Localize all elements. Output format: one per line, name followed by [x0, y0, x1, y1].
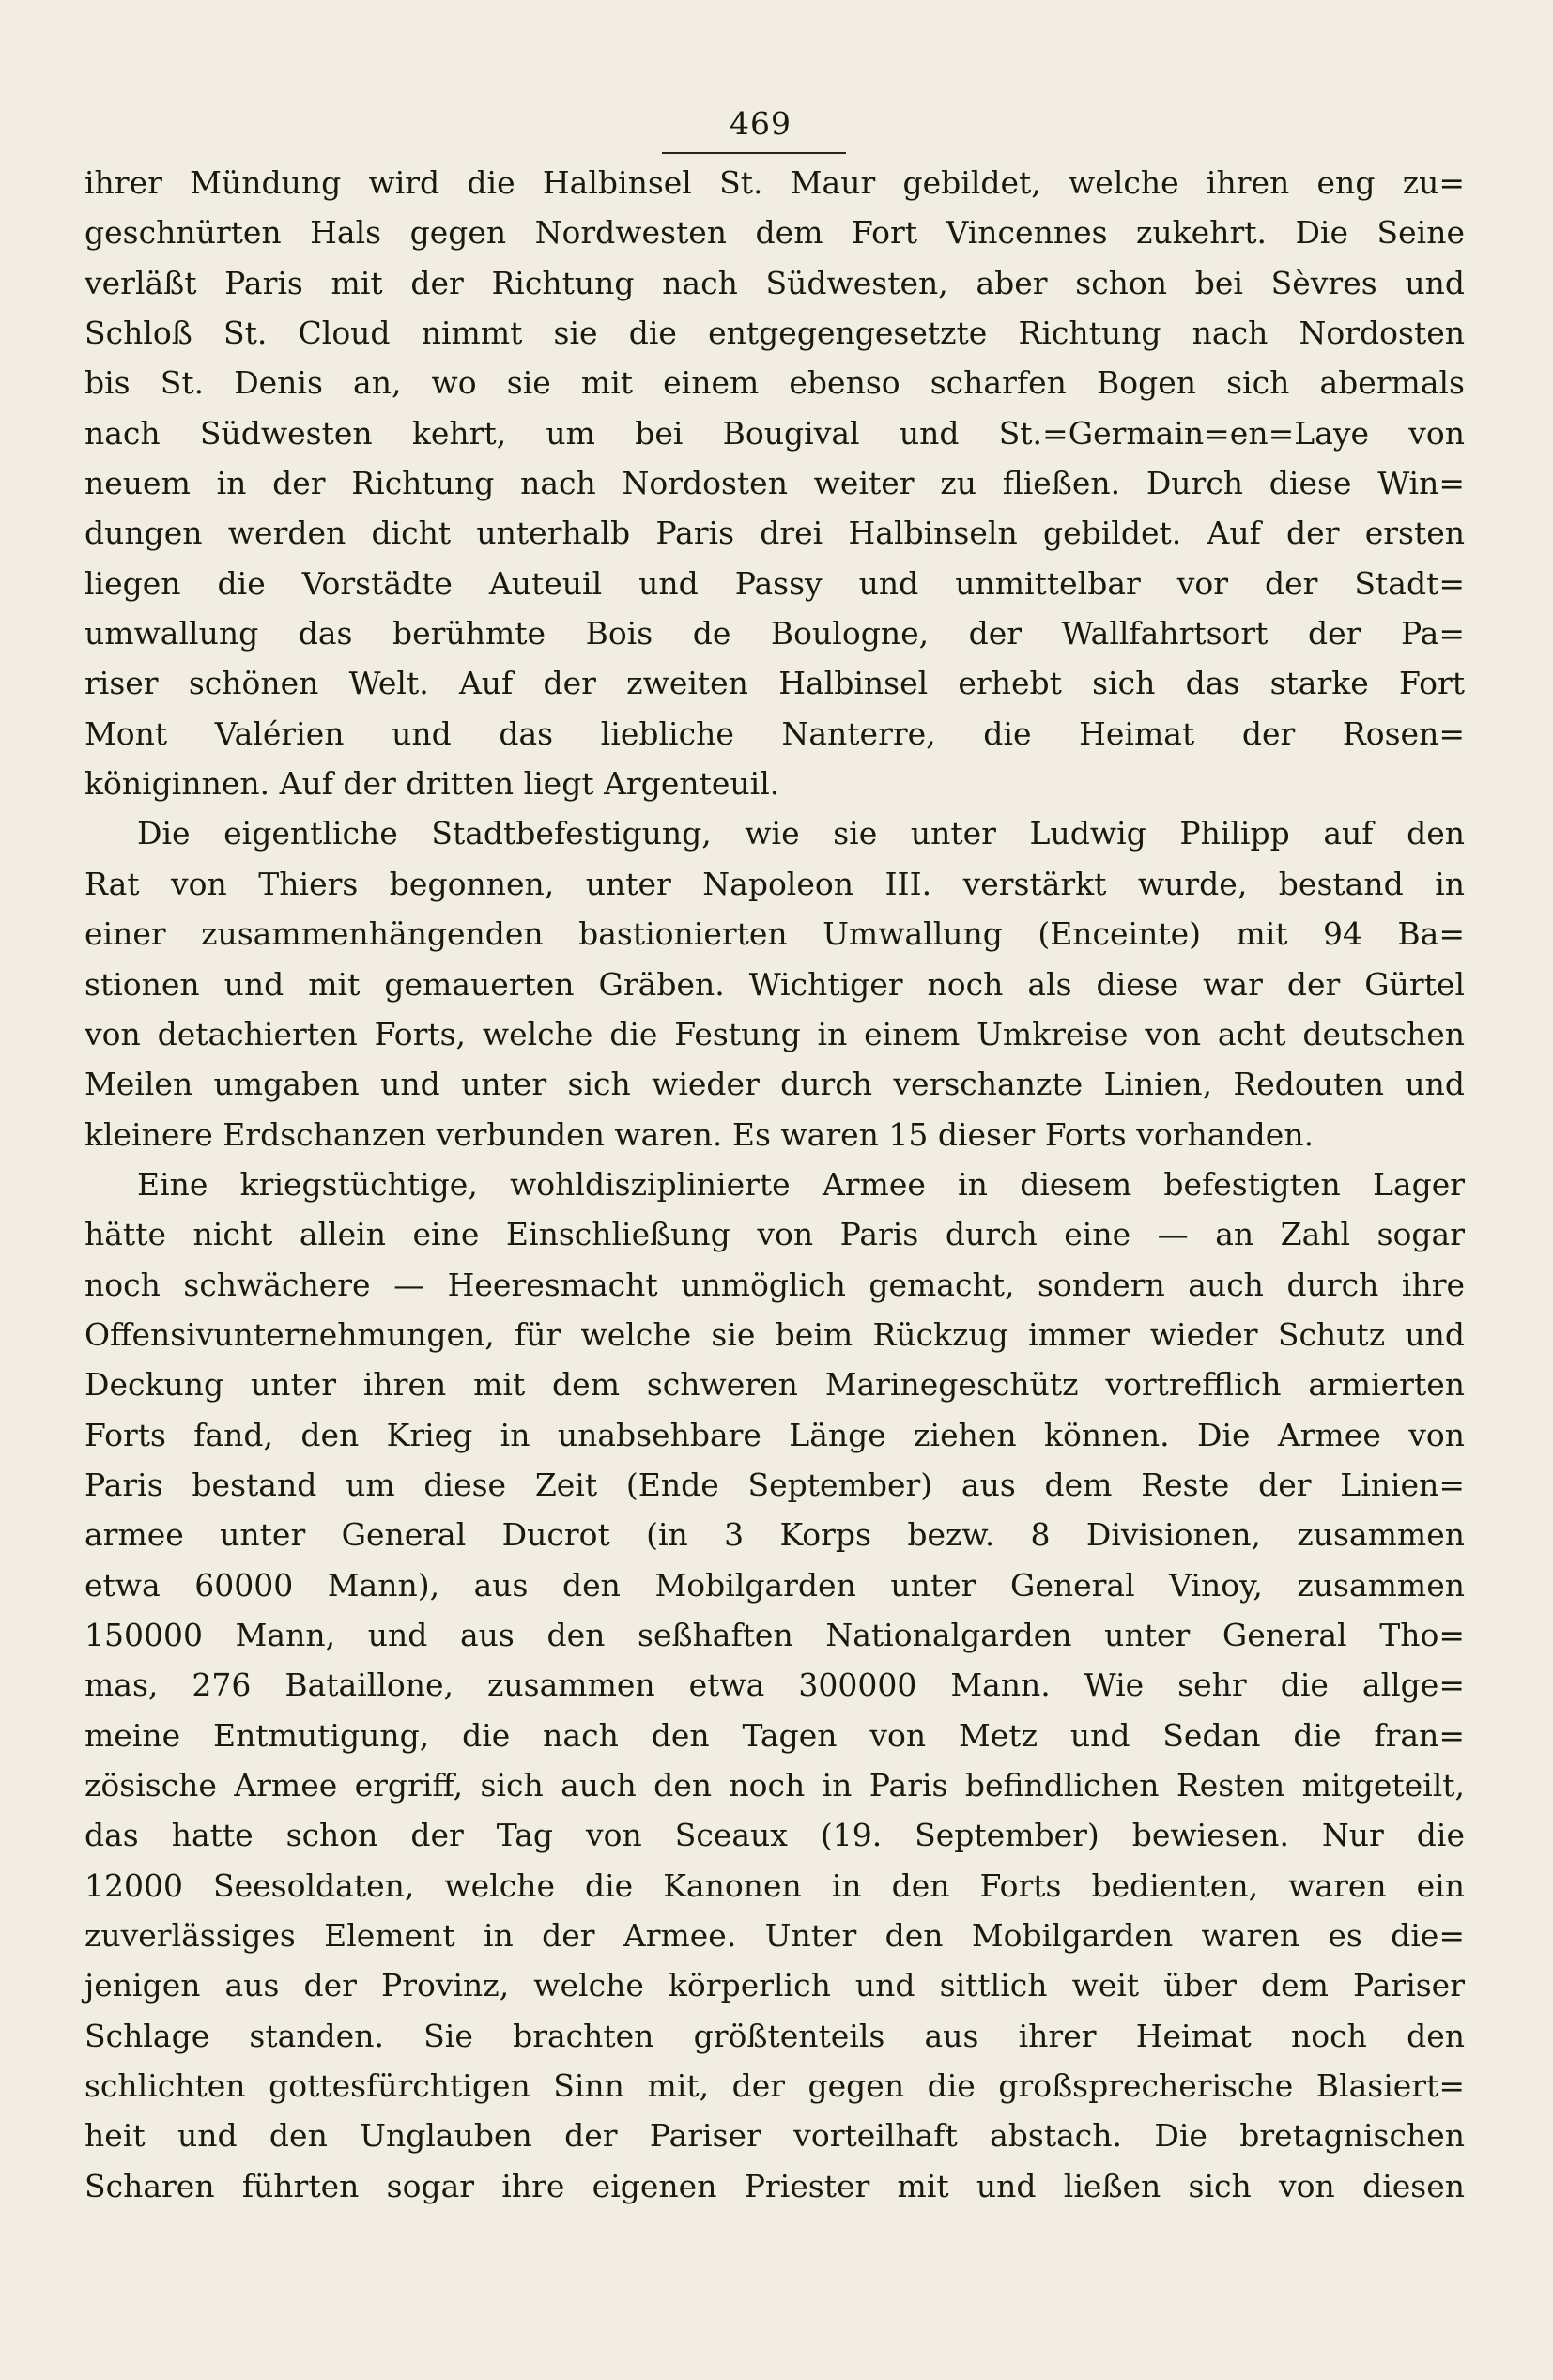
text-line: neuem in der Richtung nach Nordosten weiter zu fließen. Durch diese Win= — [85, 465, 1465, 502]
text-line: Meilen umgaben und unter sich wieder durch verschanzte Linien, Redouten und — [85, 1066, 1465, 1103]
text-line: 150000 Mann, und aus den seßhaften Nationalgarden unter General Tho= — [85, 1616, 1465, 1653]
text-line: armee unter General Ducrot (in 3 Korps bezw. 8 Divisionen, zusammen — [85, 1516, 1465, 1554]
text-line: Forts fand, den Krieg in unabsehbare Länge ziehen können. Die Armee von — [85, 1416, 1465, 1453]
text-line: zuverlässiges Element in der Armee. Unter den Mobilgarden waren es die= — [85, 1917, 1465, 1955]
text-line: riser schönen Welt. Auf der zweiten Halbinsel erhebt sich das starke Fort — [85, 665, 1465, 702]
text-line: königinnen. Auf der dritten liegt Argenteuil. — [85, 765, 780, 803]
text-line: Eine kriegstüchtige, wohldisziplinierte Armee in diesem befestigten Lager — [137, 1165, 1465, 1203]
text-line: Offensivunternehmungen, für welche sie beim Rückzug immer wieder Schutz und — [85, 1315, 1465, 1353]
text-line: Deckung unter ihren mit dem schweren Marinegeschütz vortrefflich armierten — [85, 1366, 1465, 1404]
text-line: mas, 276 Bataillone, zusammen etwa 300000 Mann. Wie sehr die allge= — [85, 1666, 1465, 1704]
text-line: meine Entmutigung, die nach den Tagen von Metz und Sedan die fran= — [85, 1716, 1465, 1754]
text-line: das hatte schon der Tag von Sceaux (19. September) bewiesen. Nur die — [85, 1817, 1465, 1854]
text-line: ihrer Mündung wird die Halbinsel St. Maur gebildet, welche ihren eng zu= — [85, 164, 1465, 201]
body-text — [85, 158, 1465, 2211]
text-line: Rat von Thiers begonnen, unter Napoleon III. verstärkt wurde, bestand in — [85, 865, 1465, 902]
text-line: liegen die Vorstädte Auteuil und Passy und unmittelbar vor der Stadt= — [85, 564, 1465, 602]
text-line: zösische Armee ergriff, sich auch den noch in Paris befindlichen Resten mitgeteilt, — [85, 1767, 1465, 1804]
text-line: Mont Valérien und das liebliche Nanterre, die Heimat der Rosen= — [85, 714, 1465, 752]
text-line: Die eigentliche Stadtbefestigung, wie sie unter Ludwig Philipp auf den — [137, 815, 1465, 852]
text-line: von detachierten Forts, welche die Festung in einem Umkreise von acht deutschen — [85, 1015, 1465, 1052]
page-number: 469 — [730, 105, 792, 142]
text-line: verläßt Paris mit der Richtung nach Südwesten, aber schon bei Sèvres und — [85, 264, 1465, 301]
text-line: etwa 60000 Mann), aus den Mobilgarden unter General Vinoy, zusammen — [85, 1566, 1465, 1604]
text-line: nach Südwesten kehrt, um bei Bougival und St.=Germain=en=Laye von — [85, 414, 1465, 452]
text-line: 12000 Seesoldaten, welche die Kanonen in den Forts bedienten, waren ein — [85, 1866, 1465, 1904]
text-line: noch schwächere — Heeresmacht unmöglich gemacht, sondern auch durch ihre — [85, 1266, 1465, 1303]
text-line: Schlage standen. Sie brachten größtenteils aus ihrer Heimat noch den — [85, 2017, 1465, 2054]
text-line: Scharen führten sogar ihre eigenen Priester mit und ließen sich von diesen — [85, 2167, 1465, 2204]
text-line: hätte nicht allein eine Einschließung von Paris durch eine — an Zahl sogar — [85, 1216, 1465, 1253]
text-line: Schloß St. Cloud nimmt sie die entgegengesetzte Richtung nach Nordosten — [85, 315, 1465, 352]
text-line: bis St. Denis an, wo sie mit einem ebenso scharfen Bogen sich abermals — [85, 364, 1465, 402]
text-line: umwallung das berühmte Bois de Boulogne, der Wallfahrtsort der Pa= — [85, 615, 1465, 653]
text-line: kleinere Erdschanzen verbunden waren. Es waren 15 dieser Forts vorhanden. — [85, 1115, 1315, 1153]
text-line: schlichten gottesfürchtigen Sinn mit, der gegen die großsprecherische Blasiert= — [85, 2067, 1465, 2105]
text-line: stionen und mit gemauerten Gräben. Wichtiger noch als diese war der Gürtel — [85, 965, 1465, 1003]
text-line: Paris bestand um diese Zeit (Ende September) aus dem Reste der Linien= — [85, 1466, 1465, 1503]
text-line: einer zusammenhängenden bastionierten Umwallung (Enceinte) mit 94 Ba= — [85, 915, 1465, 953]
text-line: jenigen aus der Provinz, welche körperlich und sittlich weit über dem Pariser — [85, 1967, 1465, 2004]
header-rule — [662, 152, 846, 154]
text-line: heit und den Unglauben der Pariser vorteilhaft abstach. Die bretagnischen — [85, 2117, 1465, 2155]
text-line: dungen werden dicht unterhalb Paris drei Halbinseln gebildet. Auf der ersten — [85, 514, 1465, 552]
text-line: geschnürten Hals gegen Nordwesten dem Fort Vincennes zukehrt. Die Seine — [85, 214, 1465, 252]
